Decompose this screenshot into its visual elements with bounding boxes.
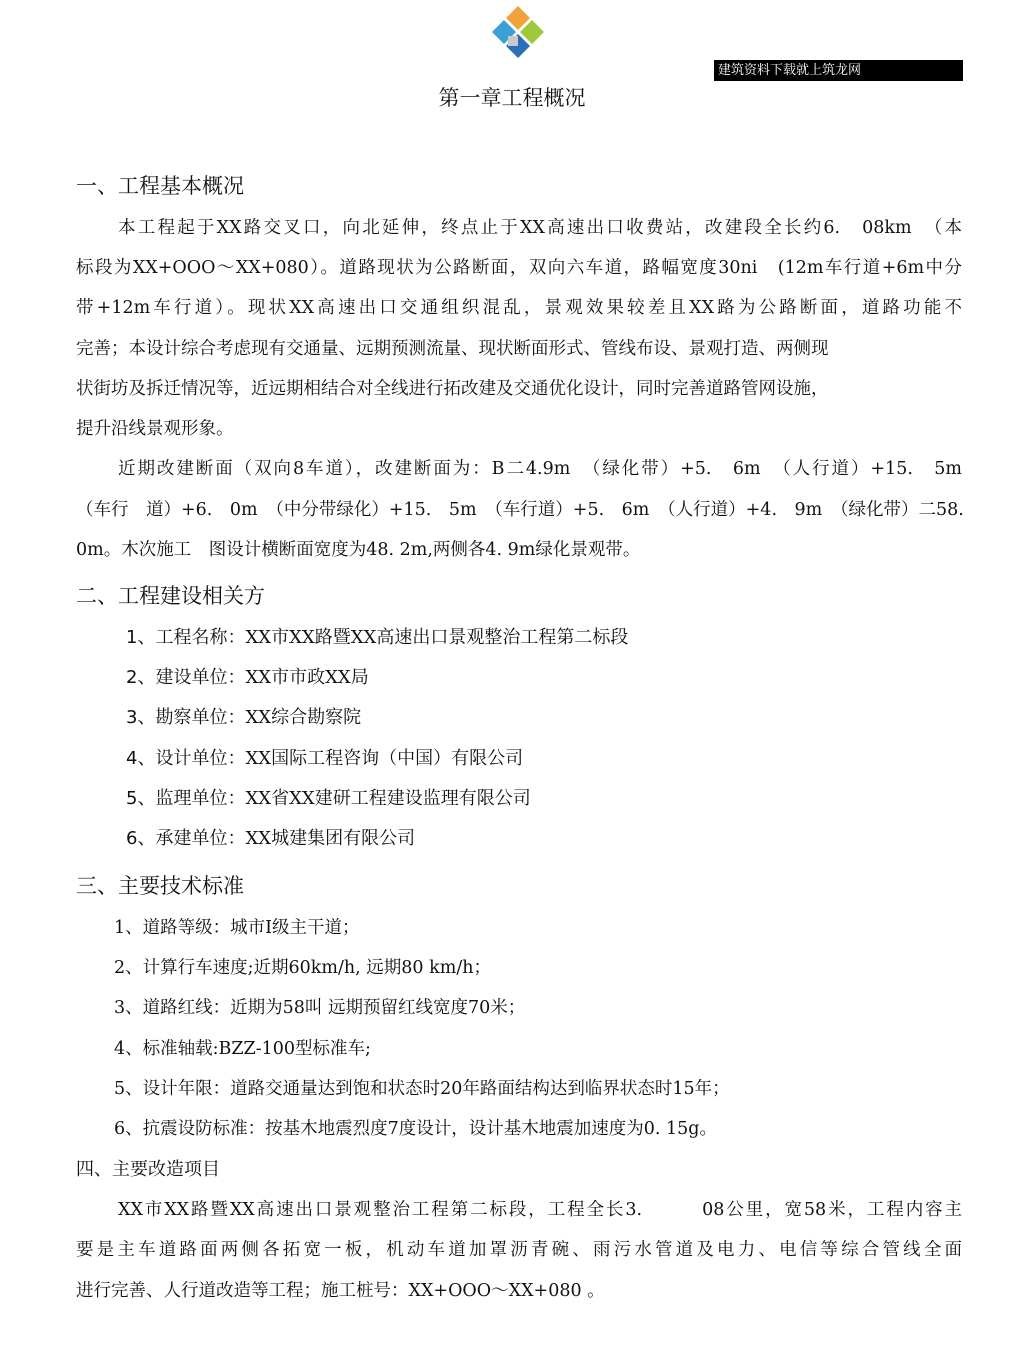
party-item: 1、工程名称：XX市XX路暨XX高速出口景观整治工程第二标段 — [126, 627, 629, 648]
standard-item: 6、抗震设防标准：按基木地震烈度7度设计，设计基木地震加速度为0. 15g。 — [114, 1119, 717, 1139]
paragraph-4-line: 要是主车道路面两侧各拓宽一板，机动车道加罩沥青碗、雨污水管道及电力、电信等综合管线全面 — [76, 1240, 962, 1260]
paragraph-1-line: 完善；本设计综合考虑现有交通量、远期预测流量、现状断面形式、管线布设、景观打造、两侧现 — [76, 339, 829, 359]
section-4-heading: 四、主要改造项目 — [76, 1159, 220, 1180]
party-item: 2、建设单位：XX市市政XX局 — [126, 667, 369, 688]
section-1-heading: 一、工程基本概况 — [76, 174, 244, 198]
party-item: 4、设计单位：XX国际工程咨询（中国）有限公司 — [126, 748, 524, 769]
section-2-heading: 二、工程建设相关方 — [76, 584, 265, 608]
logo-icon — [486, 4, 550, 58]
standard-item: 4、标准轴载:BZZ-100型标准车; — [114, 1039, 371, 1059]
paragraph-2-line: 0m。木次施工 图设计横断面宽度为48. 2m,两侧各4. 9m绿化景观带。 — [76, 540, 641, 560]
standard-item: 2、计算行车速度;近期60km/h, 远期80 km/h； — [114, 958, 491, 978]
paragraph-1-line: 标段为XX+OOO～XX+080）。道路现状为公路断面，双向六车道，路幅宽度30ni (12m车行道+6m中分 — [76, 258, 962, 278]
party-item: 3、勘察单位：XX综合勘察院 — [126, 707, 362, 728]
standard-item: 1、道路等级：城市I级主干道； — [114, 918, 360, 938]
section-3-heading: 三、主要技术标准 — [76, 874, 244, 898]
party-item: 5、监理单位：XX省XX建研工程建设监理有限公司 — [126, 788, 531, 809]
paragraph-4-line: 进行完善、人行道改造等工程；施工桩号：XX+OOO～XX+080 。 — [76, 1281, 605, 1301]
watermark-banner: 建筑资料下载就上筑龙网 — [714, 60, 963, 81]
paragraph-4-line: XX市XX路暨XX高速出口景观整治工程第二标段，工程全长3. 08公里，宽58米，工程内容主 — [118, 1200, 962, 1220]
party-item: 6、承建单位：XX城建集团有限公司 — [126, 828, 416, 849]
paragraph-2-line: 近期改建断面（双向8车道），改建断面为：B二4.9m （绿化带）+5. 6m （人行道）+15. 5m — [118, 459, 962, 479]
paragraph-1-line: 本工程起于XX路交叉口，向北延伸，终点止于XX高速出口收费站，改建段全长约6. 08km （本 — [118, 218, 962, 238]
paragraph-1-line: 提升沿线景观形象。 — [76, 419, 234, 439]
chapter-title: 第一章工程概况 — [438, 86, 586, 110]
paragraph-1-line: 带+12m车行道）。现状XX高速出口交通组织混乱，景观效果较差且XX路为公路断面，道路功能不 — [76, 298, 962, 318]
standard-item: 5、设计年限：道路交通量达到饱和状态时20年路面结构达到临界状态时15年； — [114, 1079, 730, 1099]
paragraph-2-line: （车行 道）+6. 0m （中分带绿化）+15. 5m （车行道）+5. 6m （人行道）+4. 9m （绿化带）二58. — [76, 500, 964, 520]
standard-item: 3、道路红线：近期为58叫 远期预留红线宽度70米； — [114, 998, 526, 1018]
paragraph-1-line: 状街坊及拆迁情况等，近远期相结合对全线进行拓改建及交通优化设计，同时完善道路管网设施， — [76, 379, 829, 399]
